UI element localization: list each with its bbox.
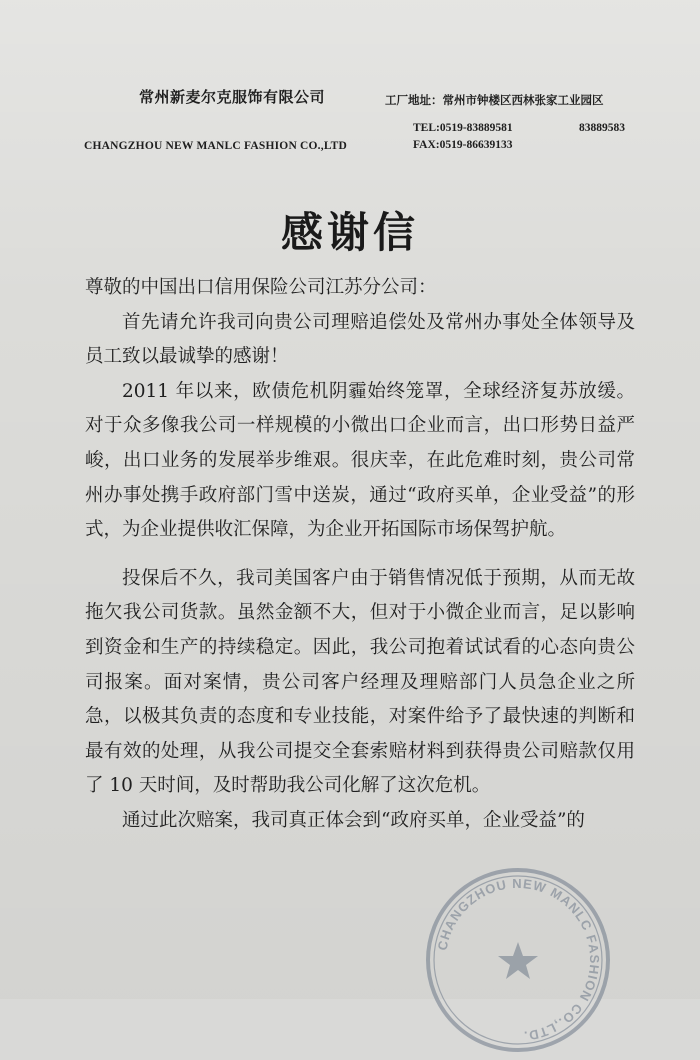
company-name-en: CHANGZHOU NEW MANLC FASHION CO.,LTD xyxy=(84,140,348,152)
fax-number: FAX:0519-86639133 xyxy=(413,139,513,151)
company-name-cn: 常州新麦尔克服饰有限公司 xyxy=(139,88,326,106)
paragraph-4: 通过此次赔案，我司真正体会到“政府买单，企业受益”的 xyxy=(122,809,585,831)
paragraph-1: 首先请允许我司向贵公司理赔追偿处及常州办事处全体领导及员工致以最诚挚的感谢！ xyxy=(85,311,635,368)
salutation: 尊敬的中国出口信用保险公司江苏分公司： xyxy=(85,277,437,298)
factory-address: 工厂地址：常州市钟楼区西林张家工业园区 xyxy=(385,93,604,107)
letter-body xyxy=(85,271,635,839)
letter-title: 感谢信 xyxy=(280,208,419,257)
company-seal-stamp xyxy=(418,860,618,1060)
svg-text:CHANGZHOU NEW MANLC FASHION CO: CHANGZHOU NEW MANLC FASHION CO.,LTD. xyxy=(434,875,603,1044)
telephone-alt: 83889583 xyxy=(579,122,625,134)
telephone: TEL:0519-83889581 xyxy=(413,122,513,134)
paragraph-2: 2011 年以来，欧债危机阴霾始终笼罩，全球经济复苏放缓。对于众多像我公司一样规模的小微出口企业而言，出口形势日益严峻，出口业务的发展举步维艰。很庆幸，在此危难时刻，贵公司常州办事处携手政府部门雪中送炭，通过“政府买单，企业受益”的形式，为企业提供收汇保障，为企业开拓国际市场保驾护航。 xyxy=(85,380,635,541)
paragraph-3: 投保后不久，我司美国客户由于销售情况低于预期，从而无故拖欠我公司货款。虽然金额不大，但对于小微企业而言，足以影响到资金和生产的持续稳定。因此，我公司抱着试试看的心态向贵公司报案。面对案情，贵公司客户经理及理赔部门人员急企业之所急，以极其负责的态度和专业技能，对案件给予了最快速的判断和最有效的处理，从我公司提交全套索赔材料到获得贵公司赔款仅用了 10 天时间，及时帮助我公司化解了这次危机。 xyxy=(85,567,635,797)
